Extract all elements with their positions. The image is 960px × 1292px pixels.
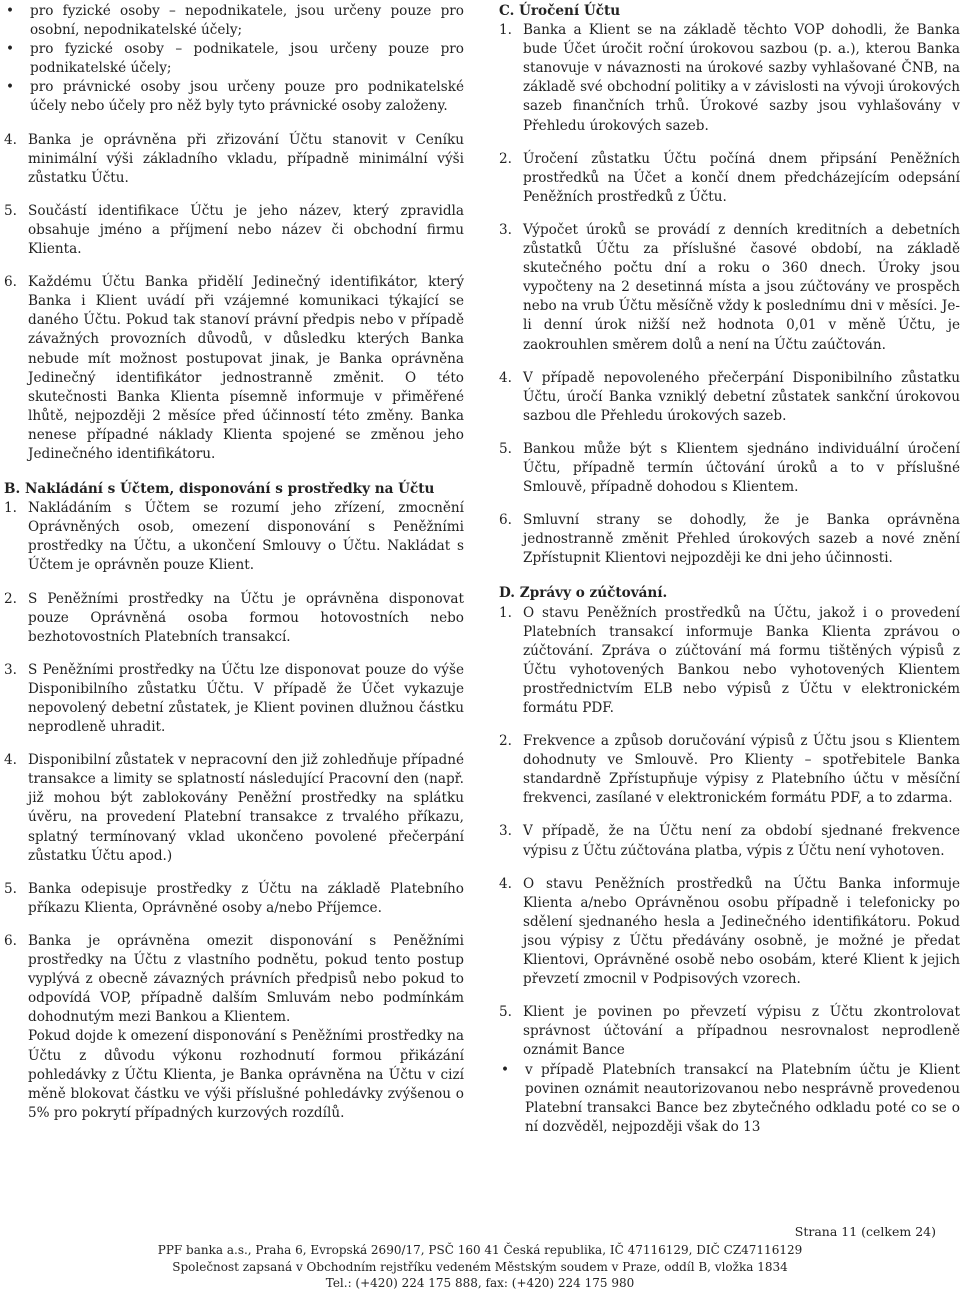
section-heading-c: C. Úročení Účtu <box>499 3 621 19</box>
numbered-item: 5. Banka odepisuje prostředky z Účtu na základě Platebního příkazu Klienta, Oprávněné osoby a/nebo Příjemce. <box>4 880 464 916</box>
numbered-item: 5. Součástí identifikace Účtu je jeho název, který zpravidla obsahuje jméno a příjmení nebo název či obchodní firmu Klienta. <box>4 202 464 258</box>
numbered-item: 4. Disponibilní zůstatek v nepracovní den již zohledňuje případné transakce a limity se splatností následující Pracovní den (např. již mohou být zablokovány Peněžní prostředky na splátku úvěru, na provedení Platební transakce z trvalého příkazu, splatný termínovaný vklad ukončeno povolené přečerpání zůstatku Účtu apod.) <box>4 752 464 864</box>
section-heading-b: B. Nakládání s Účtem, disponování s prostředky na Účtu <box>4 481 435 498</box>
numbered-item: 3. Výpočet úroků se provádí z denních kreditních a debetních zůstatků Účtu za příslušné časové období, na základě skutečného počtu dní a roku o 360 dnech. Úroky jsou vypočteny na 2 desetinná místa a jsou zúčtovány ve prospěch nebo na vrub Účtu měsíčně vždy k poslednímu dni v měsíci. Je-li denní úrok nižší než hodnota 0,01 v měně Účtu, je zaokrouhlen směrem dolů a není na Účtu zaúčtován. <box>499 221 960 353</box>
numbered-item: 4. V případě nepovoleného přečerpání Disponibilního zůstatku Účtu, úročí Banka vzniklý debetní zůstatek sankční úrokovou sazbou dle Přehledu úrokových sazeb. <box>499 369 960 424</box>
numbered-item: 5. Bankou může být s Klientem sjednáno individuální úročení Účtu, případně termín účtování úroků a to v příslušné Smlouvě, případně dohodou s Klientem. <box>499 440 960 496</box>
numbered-item: 2. Frekvence a způsob doručování výpisů z Účtu jsou s Klientem dohodnuty ve Smlouvě. Pro Klienty – spotřebitele Banka standardně Zpřístupňuje výpisy z Platebního účtu v měsíční frekvenci, zasílané v elektronickém formátu PDF, a to zdarma. <box>499 733 960 807</box>
numbered-item: 5. Klient je povinen po převzetí výpisu z Účtu zkontrolovat správnost účtování a případnou nesrovnalost neprodleně oznámit Bance <box>499 1004 960 1059</box>
footer-registry: Společnost zapsaná v Obchodním rejstříku vedeném Městským soudem v Praze, oddíl B, vložka 1834 <box>172 1260 788 1274</box>
bullet-item: • pro právnické osoby jsou určeny pouze pro podnikatelské účely nebo účely pro něž byly tyto právnické osoby založeny. <box>6 79 464 115</box>
footer-company: PPF banka a.s., Praha 6, Evropská 2690/17, PSČ 160 41 Česká republika, IČ 47116129, DIČ CZ47116129 <box>157 1243 803 1257</box>
numbered-item: 6. Banka je oprávněna omezit disponování s Peněžními prostředky na Účtu z vlastního podnětu, pokud tento postup vyplývá z obecně závazných právních předpisů nebo pokud to odpovídá VOP, případně dalším Smluvám nebo podmínkám dohodnutým mezi Bankou a Klientem. Pokud dojde k omezení disponování s Peněžními prostředky na Účtu z důvodu výkonu rozhodnutí formou přikázání pohledávky z Účtu Klienta, je Banka oprávněna na Účtu v cizí měně blokovat částku ve výši příslušné pohledávky zvýšenou o 5% pro pokrytí případných kurzových rozdílů. <box>4 932 464 1121</box>
numbered-item: 4. O stavu Peněžních prostředků na Účtu Banka informuje Klienta a/nebo Oprávněnou osobu případně i telefonicky po sdělení sjednaného hesla a Jedinečného identifikátoru. Pokud jsou výpisy z Účtu předávány osobně, je možné je předat Klientovi, Oprávněné osobě nebo osobám, které Klient k jejich převzetí zmocnil v Podpisových vzorech. <box>499 875 960 988</box>
numbered-item: 4. Banka je oprávněna při zřizování Účtu stanovit v Ceníku minimální výši základního vkladu, případně minimální výši zůstatku Účtu. <box>4 131 464 186</box>
section-heading-d: D. Zprávy o zúčtování. <box>499 585 668 602</box>
bullet-icon: • <box>501 1061 510 1078</box>
numbered-item: 6. Každému Účtu Banka přidělí Jedinečný identifikátor, který Banka i Klient uvádí při vzájemné komunikaci týkající se daného Účtu. Pokud tak stanoví právní předpis nebo v případě závažných provozních důvodů, v důsledku kterých Banka nebude mít možnost postupovat jinak, je Banka oprávněna Jedinečný identifikátor jednostranně změnit. O této skutečnosti Banka Klienta písemně informuje v přiměřené lhůtě, nejpozději 2 měsíce před účinností této změny. Banka nenese případné náklady Klienta spojené se změnou jeho Jedinečného identifikátoru. <box>4 274 464 462</box>
numbered-item: 2. Úročení zůstatku Účtu počíná dnem připsání Peněžních prostředků na Účet a končí dnem předcházejícím odepsání Peněžních prostředků z Účtu. <box>499 150 960 205</box>
page-number: Strana 11 (celkem 24) <box>794 1224 936 1239</box>
numbered-item: 1. Banka a Klient se na základě těchto VOP dohodli, že Banka bude Účet úročit roční úrokovou sazbou (p. a.), kterou Banka stanovuje v návaznosti na úrokové sazby vyhlašované ČNB, na základě své obchodní politiky a v závislosti na vývoji úrokových sazeb finančních trhů. Úrokové sazby jsou vyhlašovány v Přehledu úrokových sazeb. <box>499 22 960 134</box>
bullet-item: • pro fyzické osoby – podnikatele, jsou určeny pouze pro podnikatelské účely; <box>6 41 464 77</box>
footer-contact: Tel.: (+420) 224 175 888, fax: (+420) 224 175 980 <box>325 1276 635 1290</box>
left-column <box>4 2 464 1123</box>
bullet-icon: • <box>6 79 15 96</box>
bullet-item: • v případě Platebních transakcí na Platebním účtu je Klient povinen oznámit neautorizovanou nebo nesprávně provedenou Platební transakci Bance bez zbytečného odkladu poté co se o ní dozvěděl, nejpozději však do 13 <box>501 1061 960 1135</box>
numbered-item: 3. V případě, že na Účtu není za období sjednané frekvence výpisu z Účtu zúčtována platba, výpis z Účtu není vyhotoven. <box>499 823 960 859</box>
numbered-item: 6. Smluvní strany se dohodly, že je Banka oprávněna jednostranně změnit Přehled úrokových sazeb a nové znění Zpřístupnit Klientovi nejpozději ke dni jeho účinnosti. <box>499 512 960 567</box>
bullet-icon: • <box>6 41 15 58</box>
numbered-item: 1. O stavu Peněžních prostředků na Účtu, jakož i o provedení Platebních transakcí informuje Banka Klienta zprávou o zúčtování. Zpráva o zúčtování má formu tištěných výpisů z Účtu vyhotovených Bankou nebo vyhotovených Klientem prostřednictvím ELB nebo výpisů z Účtu v elektronickém formátu PDF. <box>499 604 960 716</box>
numbered-item: 3. S Peněžními prostředky na Účtu lze disponovat pouze do výše Disponibilního zůstatku Účtu. V případě že Účet vykazuje nepovolený debetní zůstatek, je Klient povinen dlužnou částku neprodleně uhradit. <box>4 661 464 736</box>
numbered-item: 2. S Peněžními prostředky na Účtu je oprávněna disponovat pouze Oprávněná osoba formou hotovostních nebo bezhotovostních Platebních transakcí. <box>4 590 464 645</box>
numbered-item: 1. Nakládáním s Účtem se rozumí jeho zřízení, zmocnění Oprávněných osob, omezení disponování s Peněžními prostředky na Účtu, a ukončení Smlouvy o Účtu. Nakládat s Účtem je oprávněn pouze Klient. <box>4 500 464 574</box>
right-column <box>499 2 960 1137</box>
bullet-item: • pro fyzické osoby – nepodnikatele, jsou určeny pouze pro osobní, nepodnikatelské účely; <box>6 3 464 39</box>
bullet-icon: • <box>6 3 15 19</box>
